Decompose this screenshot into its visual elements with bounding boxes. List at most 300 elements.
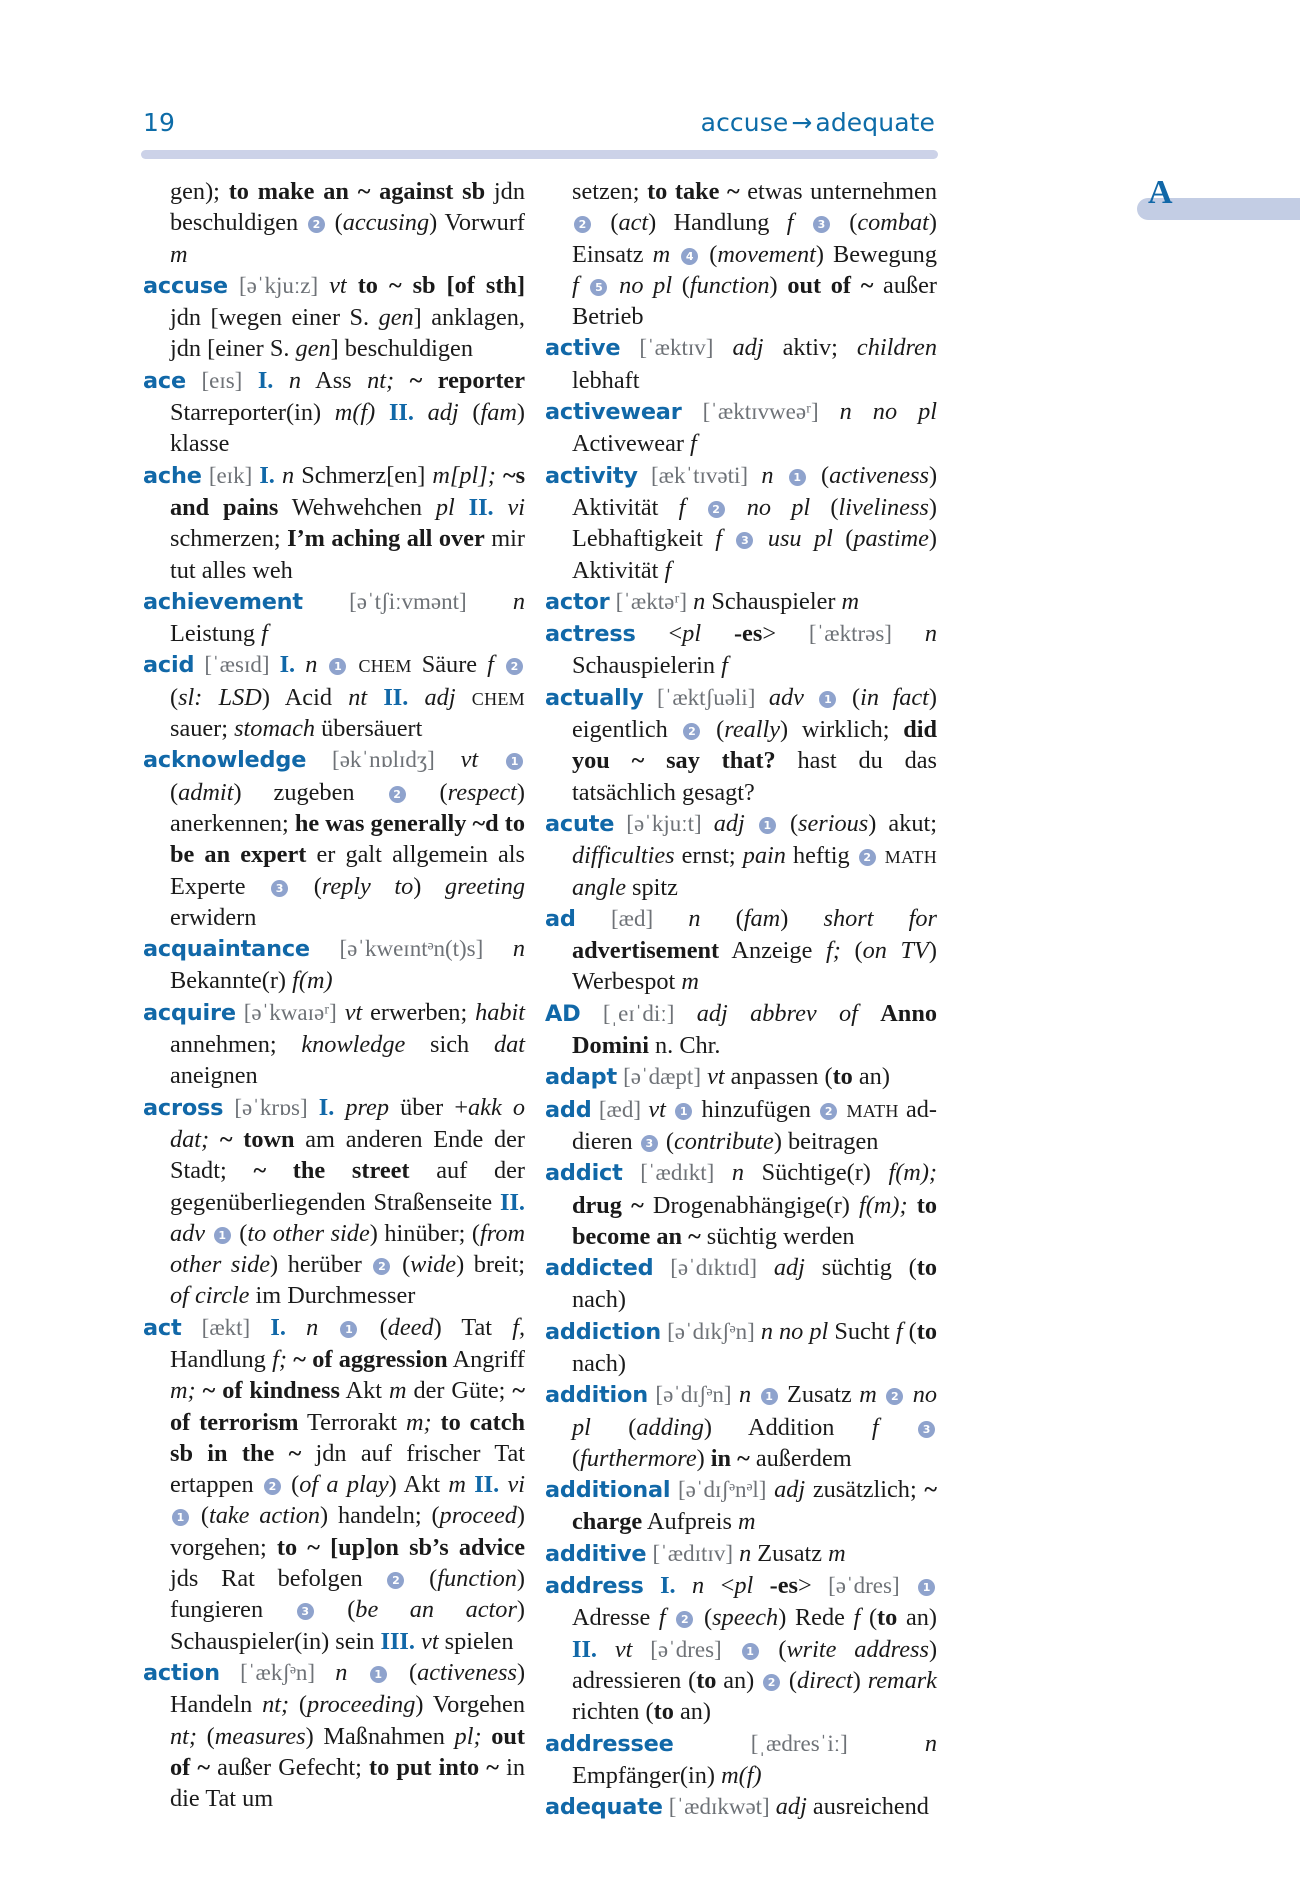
italic-gloss: adding <box>636 1413 704 1441</box>
roman-numeral: I. <box>318 1093 335 1121</box>
italic-gloss: nt; <box>367 366 395 394</box>
column-right <box>545 176 937 1823</box>
italic-gloss: short for <box>823 904 938 932</box>
italic-gloss: no pl <box>572 1381 938 1441</box>
italic-gloss: knowledge <box>301 1031 406 1059</box>
italic-gloss: m <box>859 1381 877 1409</box>
italic-gloss: m(f) <box>721 1761 762 1789</box>
subject-label: math <box>884 842 937 870</box>
sense-number: 2 <box>574 216 591 233</box>
italic-gloss: m; <box>170 1377 196 1405</box>
dictionary-entry: acid [ˈæsɪd] I. n 1 chem Säure f 2 (sl: LSD) Acid nt II. adj chem sauer; stomach übersäuert <box>143 651 525 743</box>
italic-gloss: f(m) <box>292 967 333 995</box>
italic-gloss: adj <box>773 1254 805 1282</box>
italic-gloss: f <box>678 493 686 521</box>
italic-gloss: ; <box>487 461 496 489</box>
bold-phrase: to take ~ <box>647 178 740 205</box>
italic-gloss: m[pl] <box>432 461 488 489</box>
sense-number: 2 <box>387 1572 404 1589</box>
dictionary-entry: acquaintance [əˈkweɪntᵊn(t)s] n Bekannte(r) f(m) <box>143 935 526 995</box>
headword[interactable]: additive <box>545 1540 647 1567</box>
italic-gloss: m(f) <box>334 399 376 427</box>
pronunciation: [æd] <box>610 905 654 931</box>
italic-gloss: adj <box>774 1476 806 1504</box>
headword[interactable]: AD <box>545 1000 581 1027</box>
bold-phrase: to become an ~ <box>572 1191 938 1250</box>
pronunciation: [eɪs] <box>201 367 243 393</box>
dictionary-entry: actually [ˈæktʃuəli] adv 1 (in fact) eigentlich 2 (really) wirklich; did you ~ say that? hast du das tatsächlich gesagt? <box>545 683 938 806</box>
dictionary-entry: addiction [əˈdɪkʃᵊn] n no pl Sucht f (to nach) <box>545 1317 937 1377</box>
italic-gloss: vt <box>329 271 347 299</box>
italic-gloss: prep <box>345 1093 389 1121</box>
italic-gloss: of circle <box>170 1282 250 1310</box>
italic-gloss: f; <box>826 937 841 965</box>
pronunciation: [ˈædɪkt] <box>640 1160 715 1186</box>
roman-numeral: I. <box>257 366 274 394</box>
bold-phrase: to <box>916 1254 937 1282</box>
pronunciation: [əˈdæpt] <box>623 1064 701 1090</box>
italic-gloss: vt <box>614 1635 633 1663</box>
headword[interactable]: addiction <box>545 1318 662 1345</box>
bold-phrase: ~ of terrorism <box>170 1377 525 1436</box>
italic-gloss: speech <box>712 1604 779 1632</box>
headword[interactable]: activity <box>545 462 638 489</box>
bold-phrase: to make an ~ against sb <box>228 178 486 205</box>
dictionary-entry: achievement [əˈtʃiːvmənt] n Leistung f <box>143 587 526 648</box>
dictionary-entry: actor [ˈæktəʳ] n Schauspieler m <box>545 587 860 615</box>
headword[interactable]: acid <box>143 652 195 679</box>
sense-number: 2 <box>886 1388 903 1405</box>
italic-gloss: direct <box>797 1666 853 1694</box>
italic-gloss: adv <box>768 683 804 711</box>
italic-gloss: n no pl <box>760 1317 829 1345</box>
sense-number: 1 <box>761 1388 778 1405</box>
bold-phrase: advertisement <box>572 937 720 965</box>
roman-numeral: I. <box>259 461 275 489</box>
bold-phrase: ~ of kindness <box>202 1377 340 1405</box>
italic-gloss: nt; <box>170 1722 197 1750</box>
dictionary-entry: address I. n <pl -es> [əˈdres] 1 Adresse f 2 (speech) Rede f (to an) II. vt [əˈdres] 1 (write address) adressieren (to an) 2 (direct) remark richten (to an) <box>545 1572 938 1726</box>
italic-gloss: n <box>688 904 701 932</box>
italic-gloss: adj <box>775 1793 807 1821</box>
pronunciation: [əˈkrɒs] <box>234 1094 308 1120</box>
sense-number: 3 <box>736 532 753 549</box>
italic-gloss: f <box>721 652 728 680</box>
pronunciation: [ˈæktɪvweəʳ] <box>702 399 819 425</box>
italic-gloss: nt <box>348 683 368 711</box>
italic-gloss: n no pl <box>839 398 937 426</box>
headword[interactable]: address <box>545 1573 644 1600</box>
headword[interactable]: active <box>545 335 621 362</box>
italic-gloss: n <box>693 587 706 615</box>
italic-gloss: adj <box>427 399 459 427</box>
italic-gloss: activeness <box>829 461 929 489</box>
italic-gloss: f <box>690 430 697 458</box>
sense-number: 2 <box>763 1674 780 1691</box>
dictionary-entry: adapt [əˈdæpt] vt anpassen (to an) <box>545 1063 890 1091</box>
italic-gloss: respect <box>447 778 517 806</box>
headword[interactable]: action <box>143 1659 220 1686</box>
sense-number: 2 <box>308 216 325 233</box>
italic-gloss: n <box>731 1159 745 1187</box>
italic-gloss: pl; <box>454 1722 482 1750</box>
italic-gloss: pastime <box>853 525 929 553</box>
bold-phrase: ~ town <box>219 1125 295 1153</box>
sense-number: 1 <box>759 817 776 834</box>
italic-gloss: of a play <box>299 1471 389 1499</box>
italic-gloss: pl <box>435 493 455 521</box>
italic-gloss: m; <box>405 1408 432 1436</box>
sense-number: 1 <box>789 469 806 486</box>
italic-gloss: n <box>512 587 526 615</box>
headword[interactable]: activewear <box>545 399 682 426</box>
italic-gloss: n <box>924 1729 938 1757</box>
headword[interactable]: acquaintance <box>143 936 310 963</box>
pronunciation: [ˈædɪtɪv] <box>652 1540 733 1566</box>
italic-gloss: on TV <box>862 937 929 965</box>
italic-gloss: n <box>761 461 774 489</box>
subject-label: math <box>846 1095 899 1123</box>
bold-phrase: ~ reporter <box>409 366 526 394</box>
sense-number: 3 <box>271 880 288 897</box>
dictionary-entry: addition [əˈdɪʃᵊn] n 1 Zusatz m 2 no pl (adding) Addition f 3 (furthermore) in ~ außerdem <box>545 1381 938 1472</box>
italic-gloss: m <box>841 587 860 615</box>
italic-gloss: to other side <box>247 1219 370 1247</box>
italic-gloss: measures <box>214 1722 306 1750</box>
sense-number: 2 <box>373 1258 390 1275</box>
italic-gloss: combat <box>857 209 929 237</box>
dictionary-entry: activewear [ˈæktɪvweəʳ] n no pl Activewear f <box>545 398 937 458</box>
sense-number: 3 <box>918 1421 935 1438</box>
pronunciation: [əˈdɪʃᵊn] <box>655 1382 732 1408</box>
italic-gloss: f <box>871 1413 879 1441</box>
dictionary-entry: add [æd] vt 1 hinzufügen 2 math addieren 3 (contribute) beitragen <box>545 1095 938 1155</box>
italic-gloss: stomach <box>234 715 316 743</box>
italic-gloss: proceed <box>439 1502 517 1530</box>
headword[interactable]: addict <box>545 1160 623 1187</box>
italic-gloss: write address <box>786 1635 929 1663</box>
bold-phrase: ~ of aggression <box>293 1345 448 1373</box>
sense-number: 1 <box>329 658 346 675</box>
bold-phrase: -es <box>733 620 763 648</box>
italic-gloss: adj <box>424 683 456 711</box>
headword[interactable]: acknowledge <box>143 747 307 774</box>
guide-word-last: adequate <box>815 108 935 137</box>
pronunciation: [ækt] <box>201 1314 251 1340</box>
pronunciation: [ˌædresˈiː] <box>750 1730 848 1756</box>
sense-number: 1 <box>918 1579 935 1596</box>
italic-gloss: f <box>664 556 672 584</box>
headword[interactable]: adapt <box>545 1064 617 1091</box>
italic-gloss: dat <box>493 1031 525 1059</box>
headword[interactable]: actually <box>545 684 644 711</box>
headword[interactable]: addition <box>545 1382 648 1409</box>
dictionary-entry: across [əˈkrɒs] I. prep über +akk o dat; ~ town am anderen Ende der Stadt; ~ the street auf der gegenüberliegenden Straßenseite II. adv 1 (to other side) hinüber; (from other side) herüber 2 (wide) breit; of circle im Durchmesser <box>143 1093 526 1310</box>
italic-gloss: nt; <box>262 1691 290 1719</box>
italic-gloss: activeness <box>417 1658 517 1686</box>
bold-phrase: did you ~ say that? <box>572 716 937 775</box>
headword[interactable]: add <box>545 1096 592 1123</box>
italic-gloss: gen <box>295 335 331 363</box>
sense-number: 2 <box>676 1611 693 1628</box>
bold-phrase: to <box>916 1317 937 1345</box>
bold-phrase: to ~ [up]on sb’s advice <box>276 1533 525 1561</box>
headword[interactable]: acquire <box>143 999 236 1026</box>
italic-gloss: contribute <box>673 1127 774 1155</box>
italic-gloss: f <box>572 271 579 299</box>
italic-gloss: no pl <box>746 493 811 521</box>
roman-numeral: II. <box>500 1188 525 1216</box>
italic-gloss: furthermore <box>580 1444 697 1472</box>
sense-number: 1 <box>506 753 523 770</box>
roman-numeral: II. <box>572 1635 597 1663</box>
sense-number: 1 <box>340 1321 357 1338</box>
sense-number: 2 <box>820 1103 837 1120</box>
italic-gloss: act <box>618 209 649 237</box>
italic-gloss: vi <box>507 1471 526 1499</box>
sense-number: 2 <box>389 786 406 803</box>
sense-number: 3 <box>813 216 830 233</box>
dictionary-entry: acknowledge [əkˈnɒlɪdʒ] vt 1 (admit) zugeben 2 (respect) anerkennen; he was generally ~d to be an expert er galt allgemein als Experte 3 (reply to) greeting erwidern <box>143 746 526 931</box>
headword[interactable]: adequate <box>545 1794 663 1821</box>
headword[interactable]: across <box>143 1094 224 1121</box>
dictionary-entry: active [ˈæktɪv] adj aktiv; children lebhaft <box>545 334 937 394</box>
italic-gloss: liveliness <box>838 493 929 521</box>
italic-gloss: in fact <box>860 683 929 711</box>
italic-gloss: f <box>786 209 794 237</box>
italic-gloss: gen <box>378 304 414 332</box>
italic-gloss: f, <box>512 1313 526 1341</box>
dictionary-entry: action [ˈækʃᵊn] n 1 (activeness) Handeln nt; (proceeding) Vorgehen nt; (measures) Maßnahmen pl; out of ~ außer Gefecht; to put into ~ in die Tat um <box>143 1658 526 1813</box>
headword[interactable]: acute <box>545 810 615 837</box>
italic-gloss: m <box>828 1539 846 1567</box>
headword[interactable]: act <box>143 1314 182 1341</box>
page-number: 19 <box>143 108 176 137</box>
header-rule <box>141 150 938 159</box>
dictionary-entry: accuse [əˈkjuːz] vt to ~ sb [of sth] jdn [wegen einer S. gen] anklagen, jdn [einer S. gen] beschuldigen <box>143 271 526 363</box>
italic-gloss: reply to <box>321 872 414 900</box>
pronunciation: [əˈdres] <box>828 1573 900 1599</box>
dictionary-entry: ache [eɪk] I. n Schmerz[en] m[pl]; ~s and pains Wehwehchen pl II. vi schmerzen; I’m aching all over mir tut alles weh <box>143 461 526 584</box>
headword[interactable]: addicted <box>545 1255 654 1282</box>
bold-phrase: Anno Domini <box>572 999 937 1060</box>
pronunciation: [ˈædɪkwət] <box>668 1794 770 1820</box>
italic-gloss: n <box>739 1539 752 1567</box>
roman-numeral: II. <box>468 493 494 521</box>
italic-gloss: remark <box>867 1666 937 1694</box>
bold-phrase: out of ~ <box>787 271 874 299</box>
headword[interactable]: ace <box>143 367 186 394</box>
italic-gloss: pl <box>734 1572 754 1600</box>
dictionary-entry: additive [ˈædɪtɪv] n Zusatz m <box>545 1539 846 1567</box>
pronunciation: [ˈæktɪv] <box>639 335 714 361</box>
pronunciation: [əˈdɪʃᵊnᵊl] <box>678 1477 767 1503</box>
subject-label: chem <box>358 651 412 679</box>
guide-word-first: accuse <box>700 108 789 137</box>
italic-gloss: deed <box>387 1313 434 1341</box>
bold-phrase: to <box>696 1666 717 1694</box>
italic-gloss: wide <box>410 1251 457 1279</box>
dictionary-entry: addicted [əˈdɪktɪd] adj süchtig (to nach) <box>545 1254 937 1314</box>
roman-numeral: I. <box>279 651 296 679</box>
italic-gloss: difficulties <box>572 842 675 870</box>
roman-numeral: III. <box>380 1627 415 1655</box>
italic-gloss: n <box>335 1658 348 1686</box>
italic-gloss: f <box>853 1604 861 1632</box>
headword[interactable]: actor <box>545 588 610 615</box>
italic-gloss: f <box>658 1604 666 1632</box>
italic-gloss: m <box>738 1508 756 1536</box>
dictionary-entry: additional [əˈdɪʃᵊnᵊl] adj zusätzlich; ~ charge Aufpreis m <box>545 1476 938 1536</box>
italic-gloss: f <box>261 620 268 648</box>
italic-gloss: usu pl <box>767 525 833 553</box>
roman-numeral: II. <box>388 399 414 427</box>
italic-gloss: adj <box>713 809 745 837</box>
dictionary-entry: actress <pl -es> [ˈæktrəs] n Schauspielerin f <box>545 620 937 680</box>
italic-gloss: fam <box>480 399 517 427</box>
bold-phrase: drug ~ <box>572 1191 644 1219</box>
sense-number: 1 <box>675 1103 692 1120</box>
italic-gloss: n <box>306 1313 319 1341</box>
italic-gloss: m <box>652 240 671 268</box>
italic-gloss: be an actor <box>355 1596 517 1624</box>
sense-number: 2 <box>859 849 876 866</box>
italic-gloss: n <box>288 366 302 394</box>
headword[interactable]: ad <box>545 905 576 932</box>
italic-gloss: m <box>170 240 188 268</box>
pronunciation: [eɪk] <box>208 462 253 488</box>
pronunciation: [ˈæktrəs] <box>808 621 892 647</box>
italic-gloss: from other side <box>170 1219 526 1279</box>
pronunciation: [əˈdres] <box>650 1636 722 1662</box>
bold-phrase: to put into ~ <box>369 1753 499 1781</box>
italic-gloss: f <box>715 525 723 553</box>
column-left <box>143 176 525 1814</box>
italic-gloss: adj <box>732 334 764 362</box>
sense-number: 3 <box>641 1135 658 1152</box>
bold-phrase: ~s and pains <box>170 461 526 521</box>
roman-numeral: I. <box>270 1313 286 1341</box>
pronunciation: [əˈkjuːz] <box>238 272 319 298</box>
italic-gloss: n <box>281 461 295 489</box>
pronunciation: [æd] <box>598 1096 642 1122</box>
headword[interactable]: achievement <box>143 588 303 615</box>
italic-gloss: m <box>448 1471 466 1499</box>
pronunciation: [əˈdɪkʃᵊn] <box>667 1318 755 1344</box>
italic-gloss: sl: LSD <box>178 683 262 711</box>
italic-gloss: greeting <box>444 872 525 900</box>
bold-phrase: in ~ <box>710 1444 750 1472</box>
pronunciation: [əˈkwaɪəʳ] <box>243 999 337 1025</box>
italic-gloss: admit <box>178 778 234 806</box>
headword[interactable]: accuse <box>143 272 228 299</box>
italic-gloss: akk o dat; <box>170 1093 525 1153</box>
italic-gloss: proceeding <box>306 1691 416 1719</box>
pronunciation: [əˈkweɪntᵊn(t)s] <box>339 936 484 962</box>
sense-number: 2 <box>506 658 523 675</box>
italic-gloss: vt <box>707 1063 725 1091</box>
roman-numeral: II. <box>383 683 409 711</box>
sense-number: 1 <box>819 691 836 708</box>
italic-gloss: adv <box>170 1219 206 1247</box>
sense-number: 2 <box>264 1478 281 1495</box>
italic-gloss: vt <box>344 998 363 1026</box>
italic-gloss: pl <box>682 620 702 648</box>
bold-phrase: to <box>877 1604 898 1632</box>
italic-gloss: pain <box>742 842 786 870</box>
running-head <box>143 108 935 137</box>
arrow-icon: → <box>791 108 813 137</box>
dictionary-entry: act [ækt] I. n 1 (deed) Tat f, Handlung f; ~ of aggression Angriff m; ~ of kindness Akt m der Güte; ~ of terrorism Terrorakt m; to catch sb in the ~ jdn auf frischer Tat ertappen 2 (of a play) Akt m II. vi 1 (take action) handeln; (proceed) vorgehen; to ~ [up]on sb’s advice jds Rat befolgen 2 (function) fungieren 3 (be an actor) Schauspieler(in) sein III. vt spielen <box>143 1313 526 1655</box>
headword[interactable]: ache <box>143 462 202 489</box>
italic-gloss: vt <box>421 1627 439 1655</box>
italic-gloss: n <box>692 1572 705 1600</box>
dictionary-entry: activity [ækˈtɪvəti] n 1 (activeness) Aktivität f 2 no pl (liveliness) Lebhaftigkeit f 3 usu pl (pastime) Aktivität f <box>545 461 938 584</box>
italic-gloss: f(m); <box>859 1191 908 1219</box>
dictionary-entry: ad [æd] n (fam) short for advertisement Anzeige f; (on TV) Werbespot m <box>545 904 938 996</box>
italic-gloss: fam <box>743 904 781 932</box>
italic-gloss: take action <box>208 1502 320 1530</box>
pronunciation: [ˈæsɪd] <box>204 652 270 678</box>
headword[interactable]: actress <box>545 621 636 648</box>
pronunciation: [ækˈtɪvəti] <box>650 462 749 488</box>
italic-gloss: n <box>305 651 318 679</box>
headword[interactable]: additional <box>545 1477 671 1504</box>
italic-gloss: adj abbrev of <box>696 999 858 1027</box>
entry-continuation: gen); to make an ~ against sb jdn beschuldigen 2 (accusing) Vorwurf m <box>170 178 526 268</box>
subject-label: chem <box>471 683 525 711</box>
dictionary-entry: addressee [ˌædresˈiː] n Empfänger(in) m(f) <box>545 1729 938 1789</box>
italic-gloss: vt <box>648 1095 666 1123</box>
dictionary-entry: acquire [əˈkwaɪəʳ] vt erwerben; habit annehmen; knowledge sich dat aneignen <box>143 998 526 1090</box>
dictionary-entry: adequate [ˈædɪkwət] adj ausreichend <box>545 1793 929 1821</box>
roman-numeral: II. <box>474 1471 500 1499</box>
italic-gloss: f <box>895 1317 903 1345</box>
pronunciation: [əˈdɪktɪd] <box>670 1255 758 1281</box>
italic-gloss: m <box>388 1377 407 1405</box>
dictionary-entry: acute [əˈkjuːt] adj 1 (serious) akut; difficulties ernst; pain heftig 2 math angle spitz <box>545 809 937 901</box>
headword[interactable]: addressee <box>545 1730 674 1757</box>
italic-gloss: function <box>437 1565 517 1593</box>
sense-number: 1 <box>172 1509 189 1526</box>
italic-gloss: n <box>924 620 937 648</box>
italic-gloss: movement <box>717 240 816 268</box>
italic-gloss: vi <box>507 493 525 521</box>
italic-gloss: n <box>739 1381 752 1409</box>
bold-phrase: to ~ sb [of sth] <box>357 271 526 299</box>
dictionary-entry: addict [ˈædɪkt] n Süchtige(r) f(m); drug ~ Drogenabhängige(r) f(m); to become an ~ süchtig werden <box>545 1159 938 1250</box>
bold-phrase: to <box>832 1063 853 1091</box>
italic-gloss: habit <box>475 998 526 1026</box>
bold-phrase: to <box>653 1698 674 1726</box>
pronunciation: [əˈtʃiːvmənt] <box>349 588 467 614</box>
entry-continuation: setzen; to take ~ etwas unternehmen 2 (act) Handlung f 3 (combat) Einsatz m 4 (movement) Bewegung f 5 no pl (function) out of ~ außer Betrieb <box>572 178 937 331</box>
italic-gloss: no pl <box>619 271 673 299</box>
bold-phrase: I’m aching all over <box>287 525 485 553</box>
pronunciation: [ˌeɪˈdiː] <box>602 1000 675 1026</box>
pronunciation: [ˈæktəʳ] <box>615 588 688 614</box>
italic-gloss: really <box>724 716 781 744</box>
sense-number: 1 <box>214 1227 231 1244</box>
italic-gloss: n <box>512 935 526 963</box>
sense-number: 5 <box>590 279 607 296</box>
dictionary-entry: AD [ˌeɪˈdiː] adj abbrev of Anno Domini n. Chr. <box>545 999 937 1060</box>
italic-gloss: children <box>856 334 937 362</box>
italic-gloss: function <box>689 271 770 299</box>
italic-gloss: f; <box>272 1345 287 1373</box>
sense-number: 1 <box>370 1666 387 1683</box>
pronunciation: [əˈkjuːt] <box>626 810 702 836</box>
